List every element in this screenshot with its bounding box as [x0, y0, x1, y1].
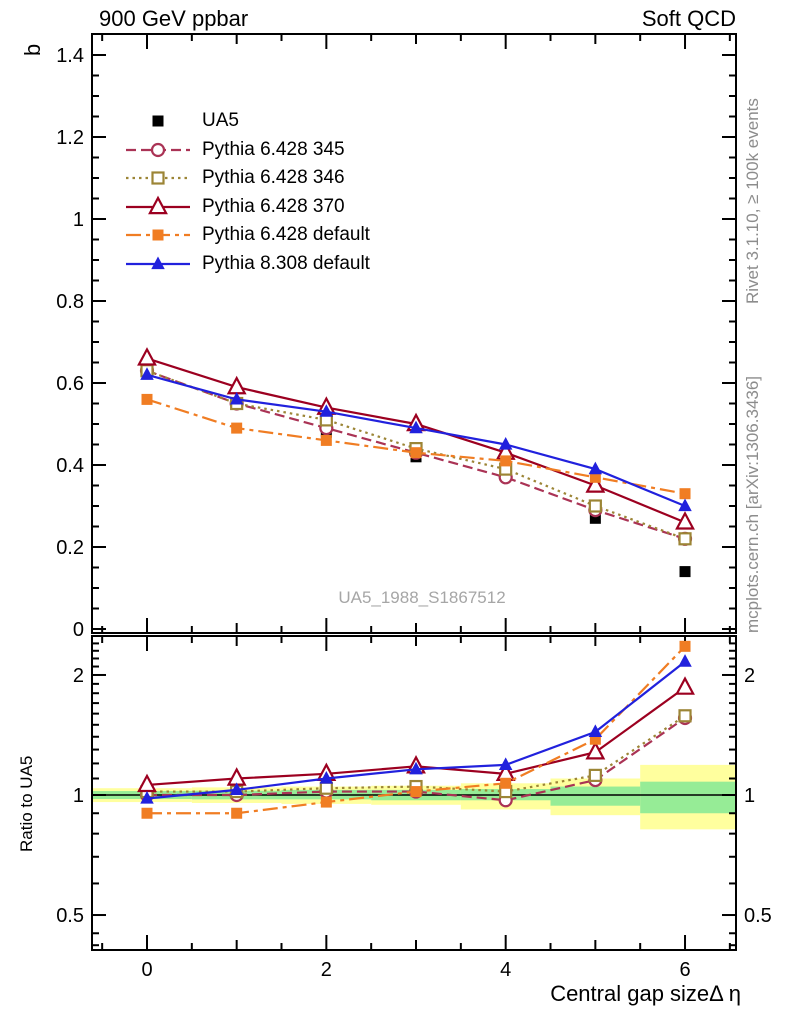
svg-text:0.4: 0.4 — [56, 455, 84, 477]
svg-text:0.2: 0.2 — [56, 537, 84, 559]
x-axis-label: Central gap sizeΔ η — [550, 981, 741, 1006]
green-band-bin — [551, 787, 641, 806]
svg-text:1.4: 1.4 — [56, 45, 84, 67]
legend-marker-triangle — [126, 195, 190, 219]
legend-marker-square — [126, 223, 190, 247]
svg-text:0: 0 — [72, 619, 84, 641]
legend-item — [126, 164, 370, 193]
legend-label: Pythia 6.428 default — [202, 224, 370, 246]
legend-item — [126, 221, 370, 250]
svg-text:0.6: 0.6 — [56, 373, 84, 395]
legend-marker-square — [126, 166, 190, 190]
svg-text:2: 2 — [744, 664, 756, 687]
green-band-bin — [640, 782, 736, 814]
legend-label: Pythia 6.428 345 — [202, 138, 345, 160]
legend-label: Pythia 6.428 370 — [202, 195, 345, 217]
legend-label: Pythia 6.428 346 — [202, 167, 345, 189]
legend-marker-square — [126, 109, 190, 133]
legend-item — [126, 193, 370, 222]
legend-item — [126, 250, 370, 279]
legend-marker-circle — [126, 138, 190, 162]
svg-text:6: 6 — [679, 959, 691, 981]
legend — [126, 107, 370, 278]
svg-text:1: 1 — [72, 209, 84, 231]
svg-text:4: 4 — [500, 959, 512, 981]
svg-text:1: 1 — [744, 785, 756, 807]
y-axis-label-ratio: Ratio to UA5 — [17, 755, 36, 852]
mcplots-reference-note: mcplots.cern.ch [arXiv:1306.3436] — [743, 375, 762, 633]
plot-title-beam: 900 GeV ppbar — [99, 6, 249, 31]
plot-title-process: Soft QCD — [641, 6, 736, 31]
svg-text:0.5: 0.5 — [744, 905, 772, 928]
svg-text:0.5: 0.5 — [56, 905, 84, 928]
svg-text:2: 2 — [320, 959, 332, 981]
svg-text:2: 2 — [72, 664, 84, 687]
analysis-id-watermark: UA5_1988_S1867512 — [338, 588, 506, 607]
svg-text:0.8: 0.8 — [56, 291, 84, 313]
legend-item — [126, 107, 370, 136]
legend-item — [126, 136, 370, 165]
svg-text:1.2: 1.2 — [56, 127, 84, 149]
rivet-version-note: Rivet 3.1.10, ≥ 100k events — [743, 98, 762, 304]
series-pythia-8-308-default — [140, 367, 692, 803]
svg-text:1: 1 — [72, 785, 84, 807]
legend-label: Pythia 8.308 default — [202, 252, 370, 274]
svg-text:0: 0 — [141, 959, 153, 981]
legend-marker-triangle — [126, 252, 190, 276]
y-axis-label-main: b — [20, 43, 45, 56]
legend-label: UA5 — [202, 110, 239, 132]
series-pythia-6-428-370 — [139, 349, 693, 791]
